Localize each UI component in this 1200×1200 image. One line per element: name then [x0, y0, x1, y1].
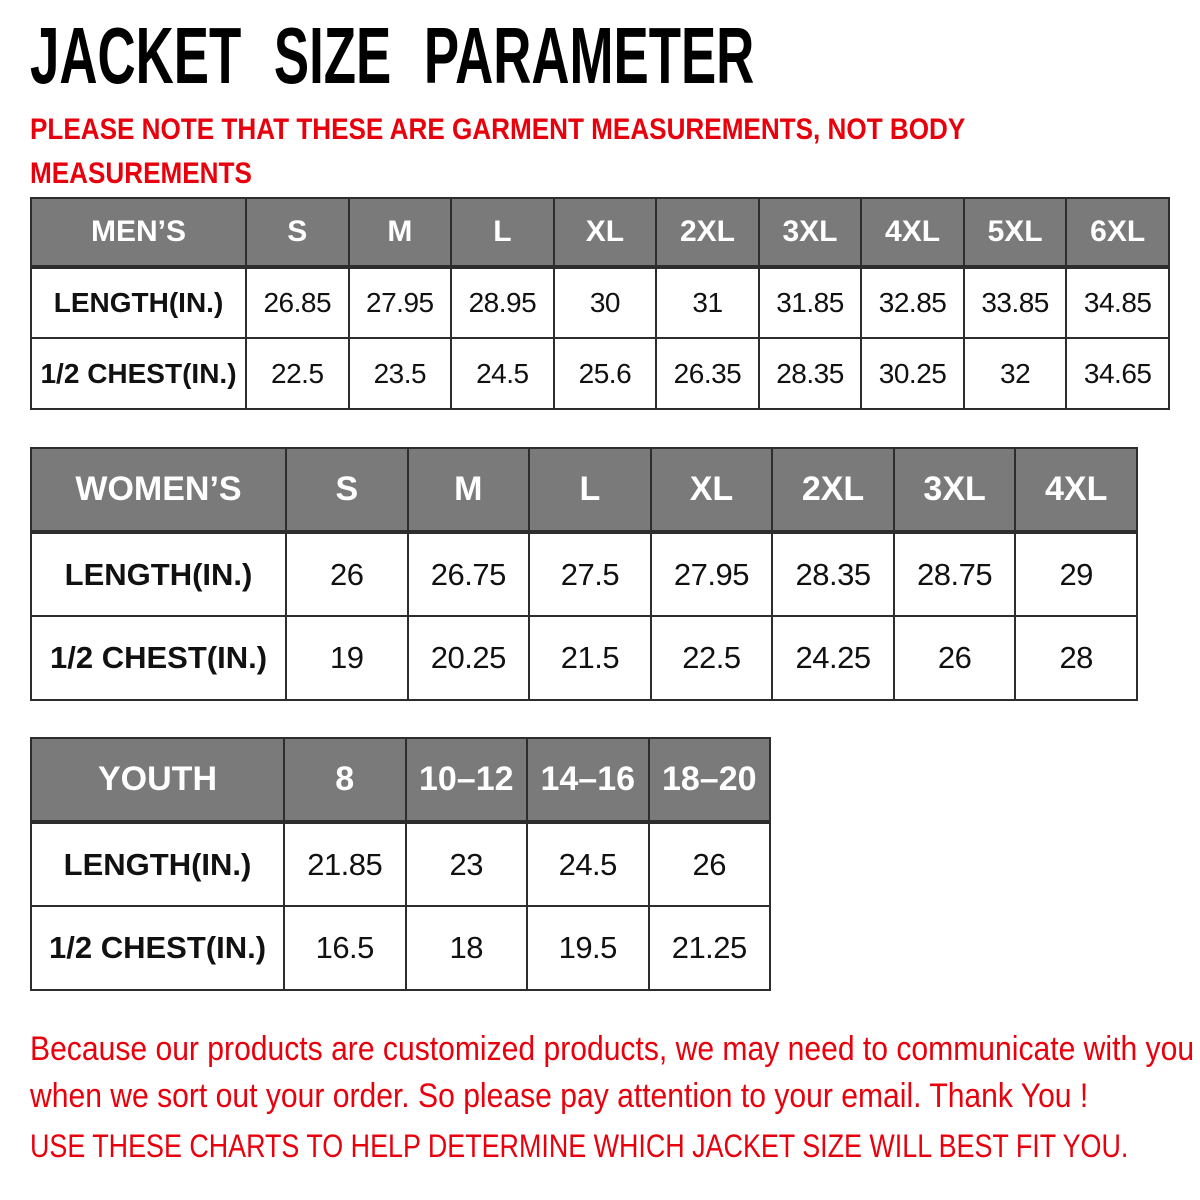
size-cell: 4XL	[861, 198, 964, 267]
customized-products-note-line: when we sort out your order. So please pay attention to your email. Thank You !	[30, 1077, 1089, 1115]
value-cell: 24.25	[772, 616, 894, 700]
row-label-cell: 1/2 CHEST(IN.)	[31, 906, 284, 990]
customized-products-note	[30, 1026, 1194, 1120]
value-cell: 26	[286, 532, 408, 616]
measurement-row	[31, 532, 1137, 616]
customized-products-note-line: Because our products are customized products, we may need to communicate with you	[30, 1030, 1195, 1068]
size-header-row	[31, 738, 770, 822]
value-cell: 21.5	[529, 616, 651, 700]
womens-size-table	[30, 447, 1138, 701]
value-cell: 24.5	[527, 822, 649, 906]
size-cell: 10–12	[406, 738, 528, 822]
value-cell: 27.95	[349, 267, 452, 338]
table-title-cell: WOMEN’S	[31, 448, 286, 532]
value-cell: 28	[1015, 616, 1137, 700]
size-cell: S	[246, 198, 349, 267]
value-cell: 24.5	[451, 338, 554, 409]
value-cell: 28.75	[894, 532, 1016, 616]
value-cell: 21.85	[284, 822, 406, 906]
row-label-cell: 1/2 CHEST(IN.)	[31, 338, 246, 409]
value-cell: 28.95	[451, 267, 554, 338]
garment-note	[30, 108, 965, 196]
value-cell: 28.35	[772, 532, 894, 616]
value-cell: 30.25	[861, 338, 964, 409]
value-cell: 29	[1015, 532, 1137, 616]
value-cell: 22.5	[246, 338, 349, 409]
value-cell: 27.95	[651, 532, 773, 616]
value-cell: 34.85	[1066, 267, 1169, 338]
table-title-cell: MEN’S	[31, 198, 246, 267]
value-cell: 26.75	[408, 532, 530, 616]
table-title-cell: YOUTH	[31, 738, 284, 822]
value-cell: 23.5	[349, 338, 452, 409]
use-charts-note: USE THESE CHARTS TO HELP DETERMINE WHICH JACKET SIZE WILL BEST FIT YOU.	[30, 1128, 1129, 1164]
garment-note-line: PLEASE NOTE THAT THESE ARE GARMENT MEASUREMENTS, NOT BODY	[30, 113, 966, 146]
value-cell: 31.85	[759, 267, 862, 338]
value-cell: 26	[649, 822, 771, 906]
value-cell: 26.35	[656, 338, 759, 409]
value-cell: 27.5	[529, 532, 651, 616]
row-label-cell: LENGTH(IN.)	[31, 267, 246, 338]
size-cell: 14–16	[527, 738, 649, 822]
mens-size-table	[30, 197, 1170, 410]
value-cell: 31	[656, 267, 759, 338]
size-header-row	[31, 448, 1137, 532]
value-cell: 19.5	[527, 906, 649, 990]
size-cell: XL	[651, 448, 773, 532]
youth-size-table	[30, 737, 771, 991]
page-title: JACKET SIZE PARAMETER	[30, 11, 755, 100]
size-cell: S	[286, 448, 408, 532]
size-cell: 2XL	[656, 198, 759, 267]
size-cell: XL	[554, 198, 657, 267]
value-cell: 19	[286, 616, 408, 700]
measurement-row	[31, 338, 1169, 409]
size-cell: 18–20	[649, 738, 771, 822]
measurement-row	[31, 906, 770, 990]
size-header-row	[31, 198, 1169, 267]
value-cell: 21.25	[649, 906, 771, 990]
value-cell: 26	[894, 616, 1016, 700]
size-cell: L	[529, 448, 651, 532]
size-cell: 5XL	[964, 198, 1067, 267]
value-cell: 20.25	[408, 616, 530, 700]
size-cell: 6XL	[1066, 198, 1169, 267]
size-cell: 4XL	[1015, 448, 1137, 532]
value-cell: 18	[406, 906, 528, 990]
value-cell: 33.85	[964, 267, 1067, 338]
size-cell: 3XL	[894, 448, 1016, 532]
value-cell: 30	[554, 267, 657, 338]
value-cell: 32	[964, 338, 1067, 409]
size-cell: M	[349, 198, 452, 267]
size-cell: 8	[284, 738, 406, 822]
value-cell: 32.85	[861, 267, 964, 338]
value-cell: 25.6	[554, 338, 657, 409]
size-cell: M	[408, 448, 530, 532]
value-cell: 16.5	[284, 906, 406, 990]
row-label-cell: 1/2 CHEST(IN.)	[31, 616, 286, 700]
size-cell: 3XL	[759, 198, 862, 267]
value-cell: 23	[406, 822, 528, 906]
value-cell: 22.5	[651, 616, 773, 700]
row-label-cell: LENGTH(IN.)	[31, 822, 284, 906]
value-cell: 26.85	[246, 267, 349, 338]
measurement-row	[31, 267, 1169, 338]
size-cell: L	[451, 198, 554, 267]
measurement-row	[31, 822, 770, 906]
garment-note-line: MEASUREMENTS	[30, 157, 252, 190]
value-cell: 34.65	[1066, 338, 1169, 409]
value-cell: 28.35	[759, 338, 862, 409]
row-label-cell: LENGTH(IN.)	[31, 532, 286, 616]
measurement-row	[31, 616, 1137, 700]
size-cell: 2XL	[772, 448, 894, 532]
